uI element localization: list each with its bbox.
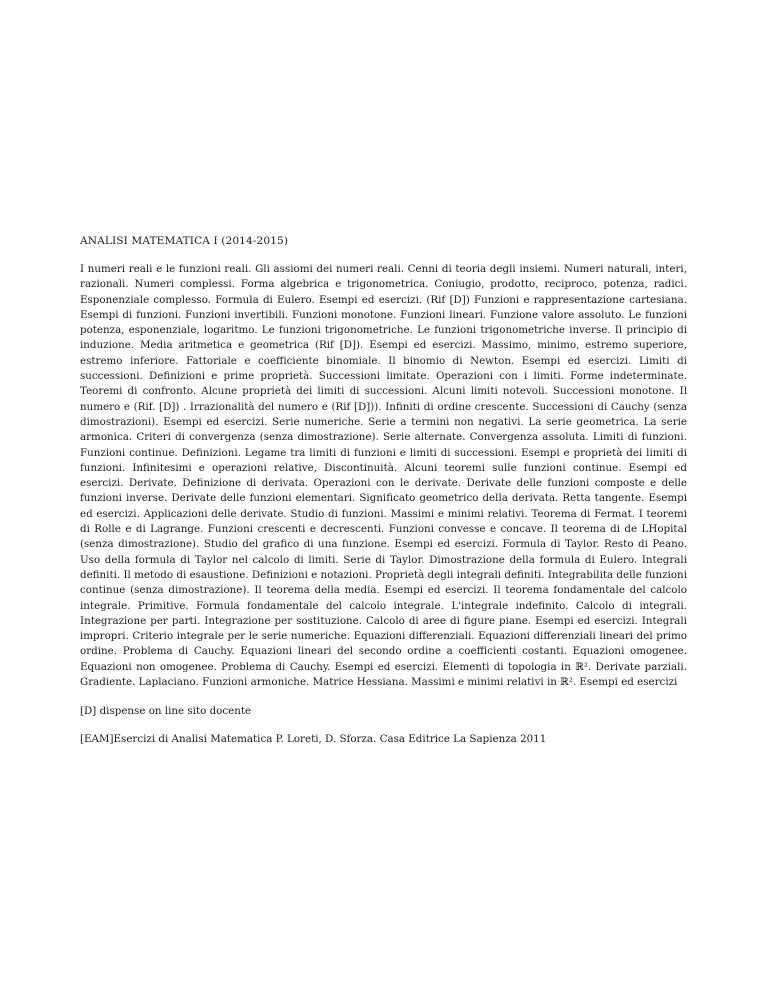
reference-eam: [EAM]Esercizi di Analisi Matematica P. Loreti, D. Sforza. Casa Editrice La Sapienza 2011 [80,733,547,746]
course-program-paragraph: I numeri reali e le funzioni reali. Gli assiomi dei numeri reali. Cenni di teoria degli insiemi. Numeri naturali, interi, razionali. Numeri complessi. Forma algebrica e trigonometrica. Coniugio, prodotto, reciproco, potenza, radici. Esponenziale complesso. Formula di Eulero. Esempi ed esercizi. (Rif [D]) Funzioni e rappresentazione cartesiana. Esempi di funzioni. Funzioni invertibili. Funzioni monotone. Funzioni lineari. Funzione valore assoluto. Le funzioni potenza, esponenziale, logaritmo. Le funzioni trigonometriche. Le funzioni trigonometriche inverse. Il principio di induzione. Media aritmetica e geometrica (Rif [D]). Esempi ed esercizi. Massimo, minimo, estremo superiore, estremo inferiore. Fattoriale e coefficiente binomiale. Il binomio di Newton. Esempi ed esercizi. Limiti di successioni. Definizioni e prime proprietà. Successioni limitate. Operazioni con i limiti. Forme indeterminate. Teoremi di confronto. Alcune proprietà dei limiti di successioni. Alcuni limiti notevoli. Successioni monotone. Il numero e (Rif. [D]) . Irrazionalità del numero e (Rif [D])). Infiniti di ordine crescente. Successioni di Cauchy (senza dimostrazioni). Esempi ed esercizi. Serie numeriche. Serie a termini non negativi. La serie geometrica. La serie armonica. Criteri di convergenza (senza dimostrazione). Serie alternate. Convergenza assoluta. Limiti di funzioni. Funzioni continue. Definizioni. Legame tra limiti di funzioni e limiti di successioni. Esempi e proprietà dei limiti di funzioni. Infinitesimi e operazioni relative, Discontinuità. Alcuni teoremi sulle funzioni continue. Esempi ed esercizi. Derivate. Definizione di derivata. Operazioni con le derivate. Derivate delle funzioni composte e delle funzioni inverse. Derivate delle funzioni elementari. Significato geometrico della derivata. Retta tangente. Esempi ed esercizi. Applicazioni delle derivate. Studio di funzioni. Massimi e minimi relativi. Teorema di Fermat. I teoremi di Rolle e di Lagrange. Funzioni crescenti e decrescenti. Funzioni convesse e concave. Il teorema di de LHopital (senza dimostrazione). Studio del grafico di una funzione. Esempi ed esercizi. Formula di Taylor. Resto di Peano. Uso della formula di Taylor nel calcolo di limiti. Serie di Taylor. Dimostrazione della formula di Eulero. Integrali definiti. Il metodo di esaustione. Definizioni e notazioni. Proprietà degli integrali definiti. Integrabilita delle funzioni continue (senza dimostrazione). Il teorema della media. Esempi ed esercizi. Il teorema fondamentale del calcolo integrale. Primitive. Formula fondamentale del calcolo integrale. L'integrale indefinito. Calcolo di integrali. Integrazione per parti. Integrazione per sostituzione. Calcolo di aree di figure piane. Esempi ed esercizi. Integrali impropri. Criterio integrale per le serie numeriche. Equazioni differenziali. Equazioni differenziali lineari del primo ordine. Problema di Cauchy. Equazioni lineari del secondo ordine a coefficienti costanti. Equazioni omogenee. Equazioni non omogenee. Problema di Cauchy. Esempi ed esercizi. Elementi di topologia in ℝ². Derivate parziali. Gradiente. Laplaciano. Funzioni armoniche. Matrice Hessiana. Massimi e minimi relativi in ℝ². Esempi ed esercizi [80,263,687,689]
document-body [80,234,687,760]
page-title: ANALISI MATEMATICA I (2014-2015) [80,235,289,247]
reference-d: [D] dispense on line sito docente [80,705,252,718]
